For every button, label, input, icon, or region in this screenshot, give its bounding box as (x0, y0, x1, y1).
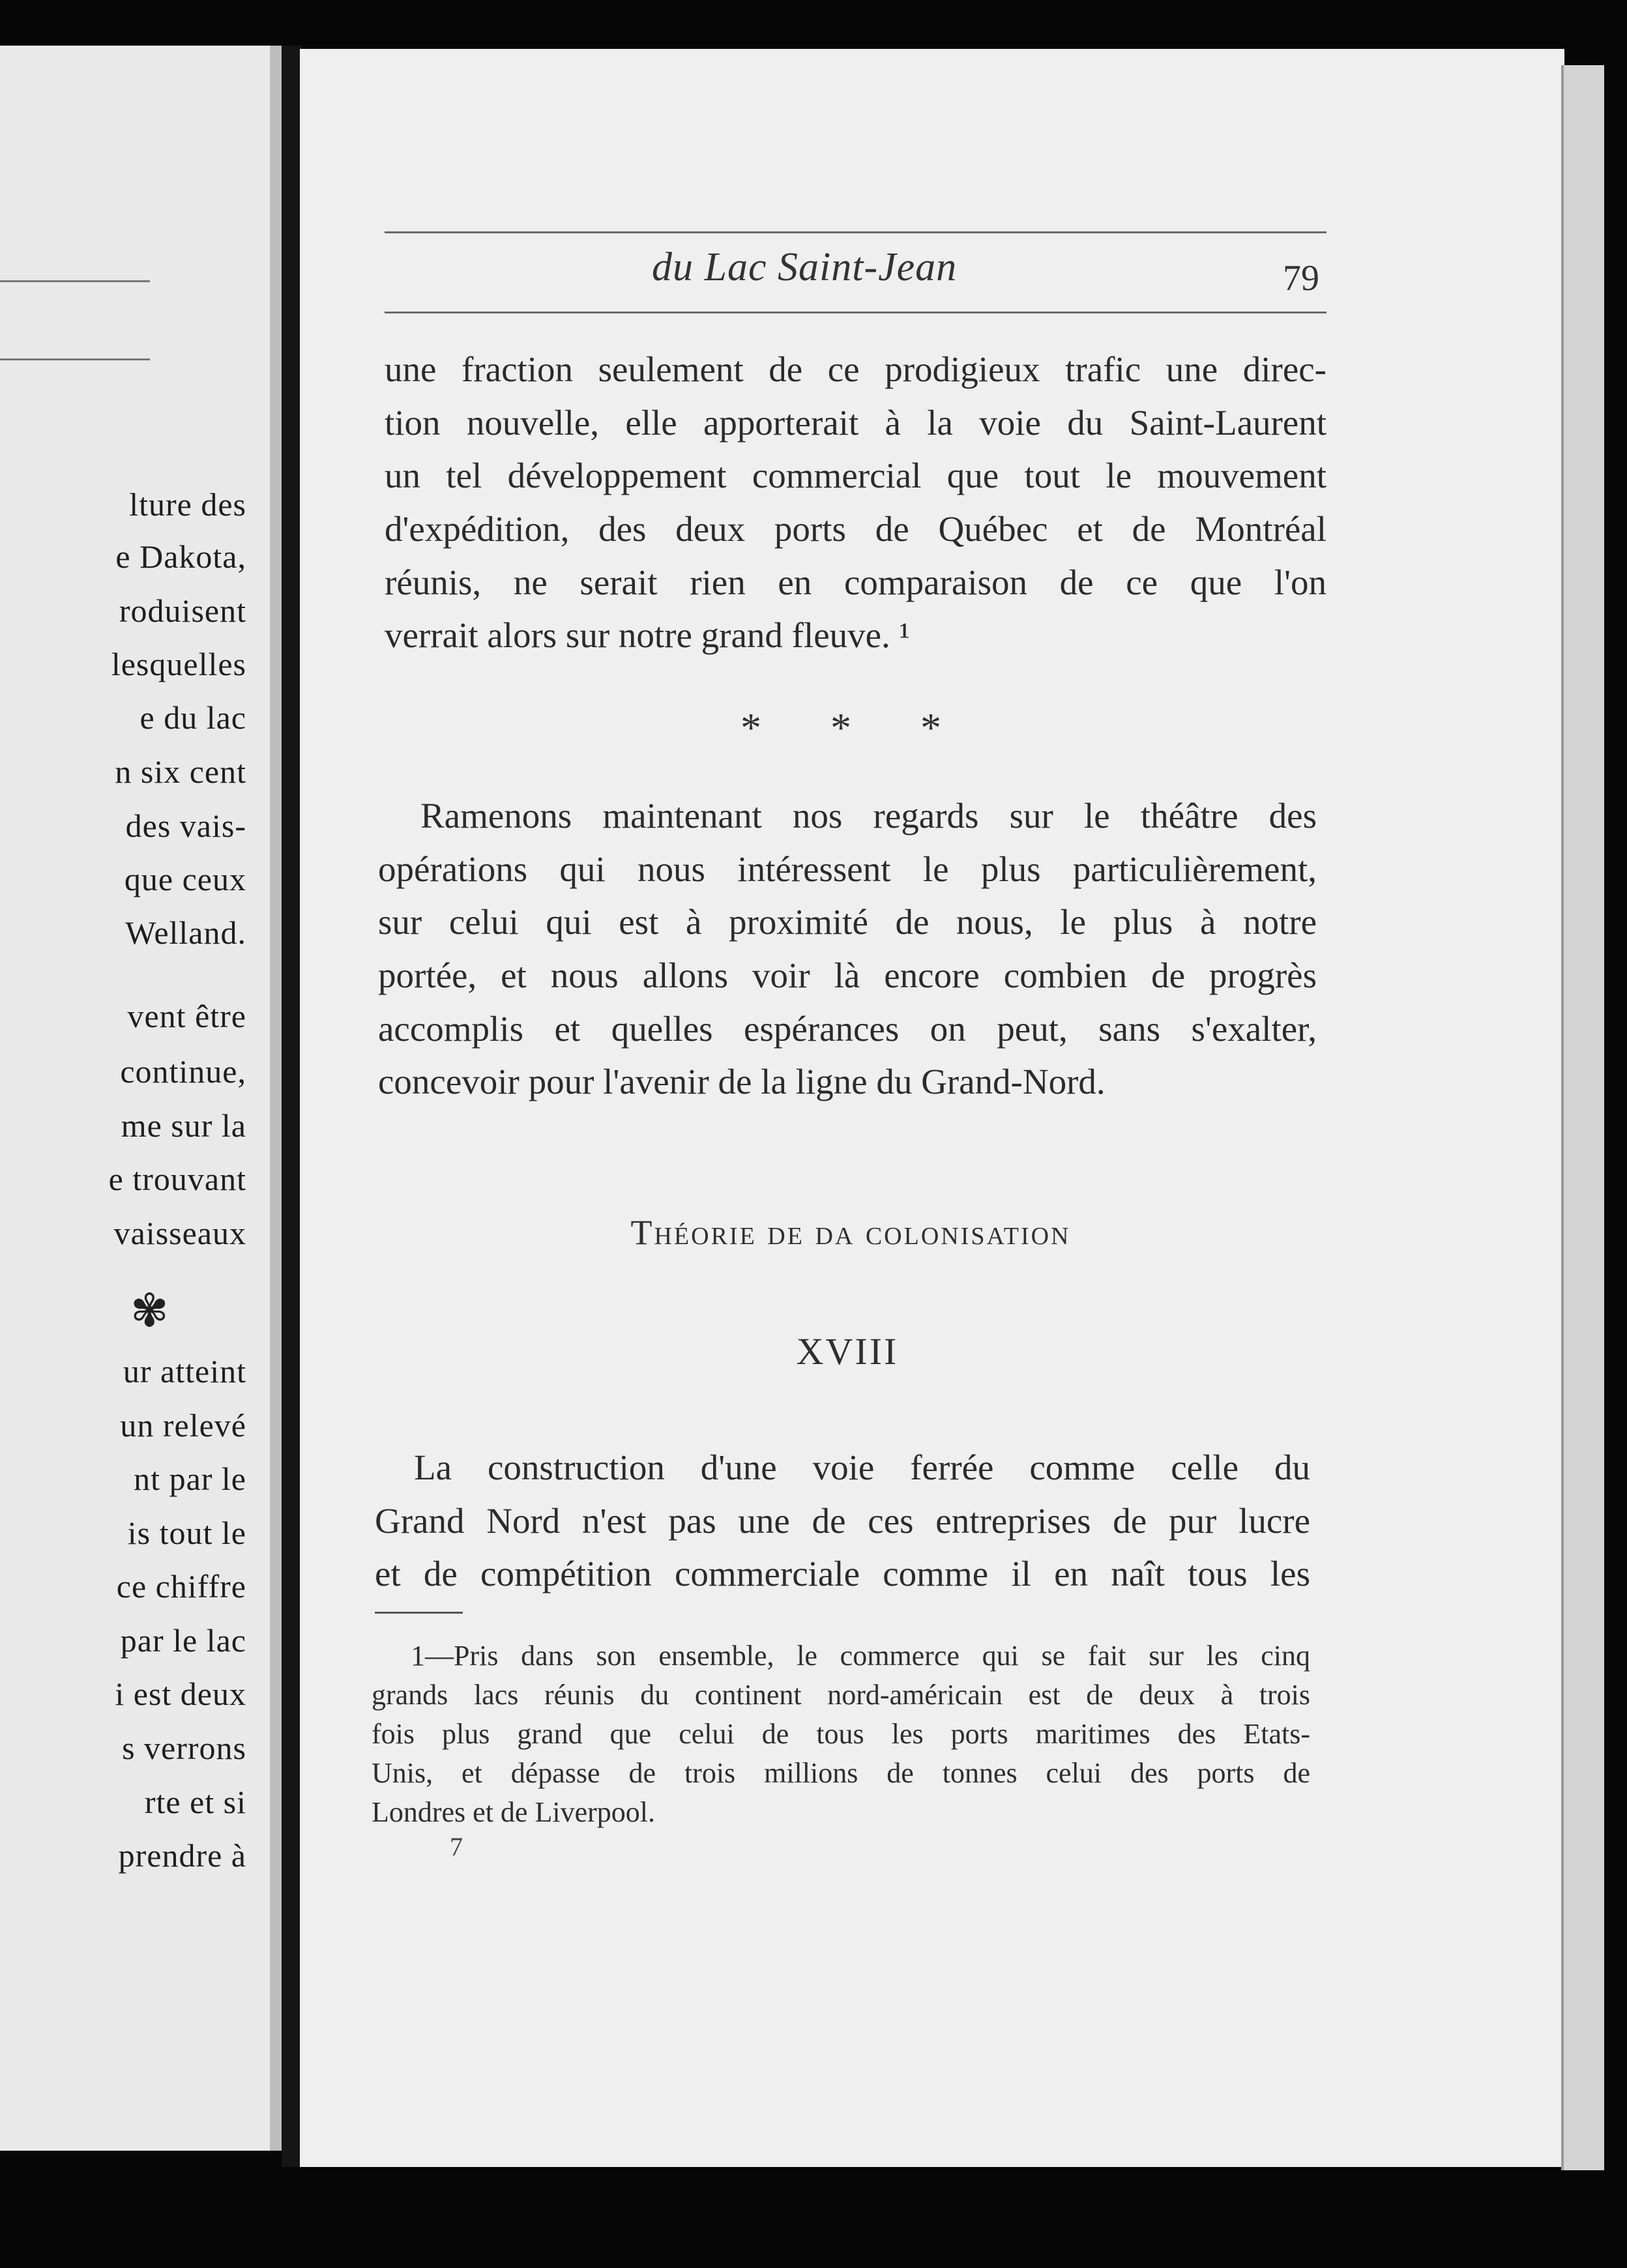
left-line: rte et si (144, 1784, 246, 1820)
page-edge (1561, 65, 1604, 2170)
left-line: lture des (129, 486, 246, 523)
text-line: sur celui qui est à proximité de nous, le plus à notre (378, 902, 1317, 942)
text-line: une fraction seulement de ce prodigieux trafic une direc- (385, 349, 1327, 389)
left-line: roduisent (119, 592, 246, 629)
left-line: lesquelles (111, 646, 246, 682)
left-line: nt par le (134, 1461, 246, 1497)
page-number: 79 (1283, 258, 1319, 298)
ornament-icon: ✾ (130, 1287, 169, 1337)
running-title: du Lac Saint-Jean (652, 245, 958, 289)
text-line: tion nouvelle, elle apporterait à la voie du Saint-Laurent (385, 403, 1327, 443)
left-line: i est deux (115, 1676, 246, 1712)
text-line: verrait alors sur notre grand fleuve. ¹ (385, 615, 911, 655)
left-line: par le lac (120, 1622, 246, 1659)
text-line: opérations qui nous intéressent le plus particulièrement, (378, 849, 1317, 889)
footnote-line: Unis, et dépasse de trois millions de tonnes celui des ports de (372, 1757, 1310, 1789)
section-title: Théorie de da colonisation (630, 1213, 1071, 1252)
left-line: vaisseaux (113, 1215, 246, 1251)
left-line: me sur la (121, 1107, 246, 1144)
text-line: réunis, ne serait rien en comparaison de ce que l'on (385, 562, 1327, 602)
left-line: que ceux (124, 861, 246, 897)
header-rule-top (385, 231, 1327, 233)
left-line: des vais- (125, 807, 246, 844)
header-rule-bottom (385, 312, 1327, 313)
left-line: prendre à (118, 1837, 246, 1874)
left-line: s verrons (122, 1730, 246, 1766)
previous-page-fragment (0, 46, 287, 2151)
left-line: Welland. (125, 914, 246, 951)
footnote-line: grands lacs réunis du continent nord-américain est de deux à trois (372, 1679, 1310, 1711)
text-line: un tel développement commercial que tout le mouvement (385, 456, 1327, 495)
left-line: ur atteint (123, 1353, 246, 1389)
left-line: is tout le (127, 1515, 246, 1551)
footnote-rule (375, 1612, 463, 1614)
left-line: vent être (127, 998, 246, 1034)
text-line: et de compétition commerciale comme il en naît tous les (375, 1554, 1310, 1593)
text-line: concevoir pour l'avenir de la ligne du Grand-Nord. (378, 1062, 1106, 1101)
left-line: un relevé (120, 1407, 246, 1444)
section-separator: * * * (740, 705, 941, 751)
left-line: ce chiffre (116, 1568, 246, 1605)
text-line: Ramenons maintenant nos regards sur le théâtre des (420, 796, 1317, 836)
chapter-number: XVIII (796, 1330, 899, 1373)
left-line: e du lac (139, 699, 246, 736)
left-page-text (0, 46, 246, 2151)
text-line: accomplis et quelles espérances on peut, sans s'exalter, (378, 1009, 1317, 1049)
signature-mark: 7 (450, 1832, 463, 1861)
text-line: La construction d'une voie ferrée comme celle du (414, 1447, 1310, 1487)
left-line: continue, (120, 1053, 246, 1090)
footnote-line: Londres et de Liverpool. (372, 1796, 655, 1828)
text-line: d'expédition, des deux ports de Québec et de Montréal (385, 509, 1327, 549)
left-line: n six cent (115, 753, 246, 790)
left-line: e trouvant (108, 1161, 246, 1197)
text-line: Grand Nord n'est pas une de ces entreprises de pur lucre (375, 1501, 1310, 1541)
text-line: portée, et nous allons voir là encore combien de progrès (378, 955, 1317, 995)
footnote-line: 1—Pris dans son ensemble, le commerce qui se fait sur les cinq (411, 1640, 1310, 1672)
left-line: e Dakota, (115, 538, 246, 575)
footnote-line: fois plus grand que celui de tous les ports maritimes des Etats- (372, 1718, 1310, 1750)
